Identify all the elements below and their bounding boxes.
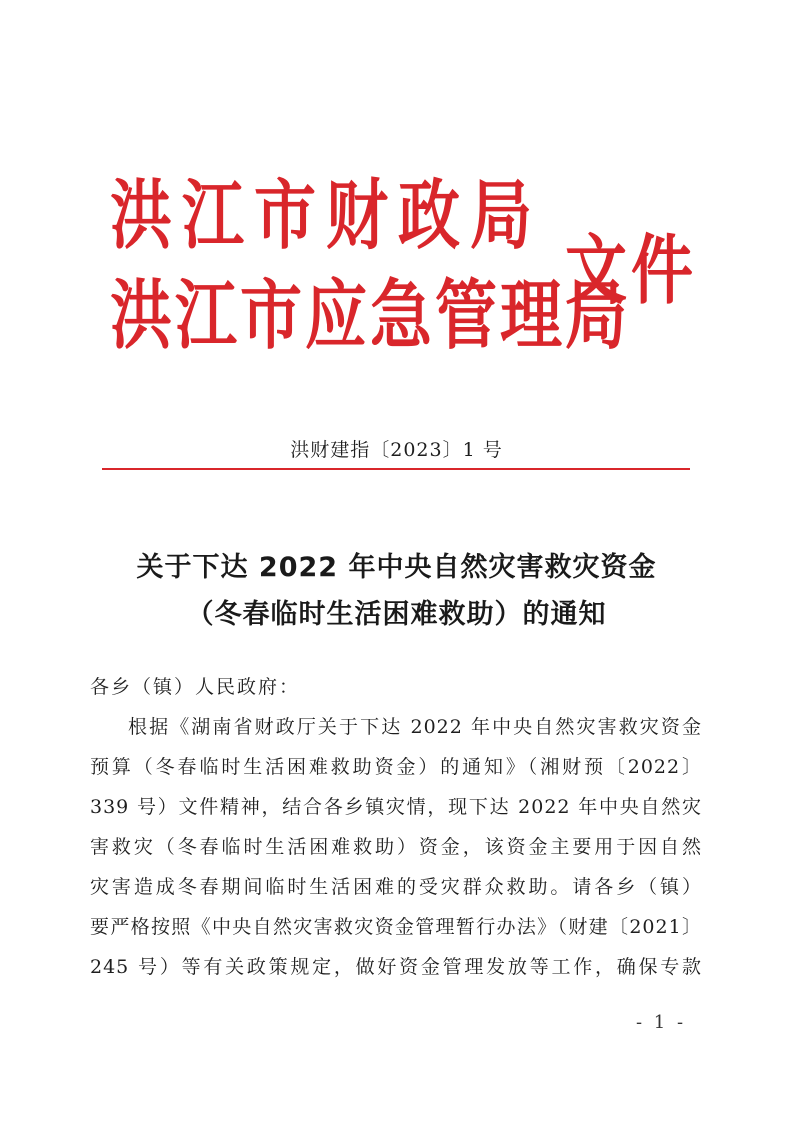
page-number: - 1 -: [636, 1012, 687, 1033]
red-divider: [102, 468, 690, 470]
body-line: 要严格按照《中央自然灾害救灾资金管理暂行办法》（财建〔2021〕: [90, 916, 702, 938]
issuer-line-emergency-bureau: 洪江市应急管理局: [110, 270, 631, 360]
doc-type-label: 文件: [565, 225, 698, 315]
body-line: 害救灾（冬春临时生活困难救助）资金，该资金主要用于因自然: [90, 836, 702, 858]
body-line: 根据《湖南省财政厅关于下达 2022 年中央自然灾害救灾资金: [128, 716, 702, 738]
document-title-line-2: （冬春临时生活困难救助）的通知: [186, 599, 607, 630]
red-header: [110, 170, 700, 368]
document-title-line-1: 关于下达 2022 年中央自然灾害救灾资金: [136, 552, 657, 583]
body-line: 245 号）等有关政策规定，做好资金管理发放等工作，确保专款: [90, 956, 702, 978]
document-number: 洪财建指〔2023〕1 号: [290, 439, 503, 461]
body-line: 339 号）文件精神，结合各乡镇灾情，现下达 2022 年中央自然灾: [90, 796, 702, 818]
issuer-line-finance-bureau: 洪江市财政局: [110, 170, 543, 260]
body-line: 预算（冬春临时生活困难救助资金）的通知》（湘财预〔2022〕: [90, 756, 702, 778]
addressee: 各乡（镇）人民政府：: [90, 676, 301, 698]
body-line: 灾害造成冬春期间临时生活困难的受灾群众救助。请各乡（镇）: [90, 876, 702, 898]
